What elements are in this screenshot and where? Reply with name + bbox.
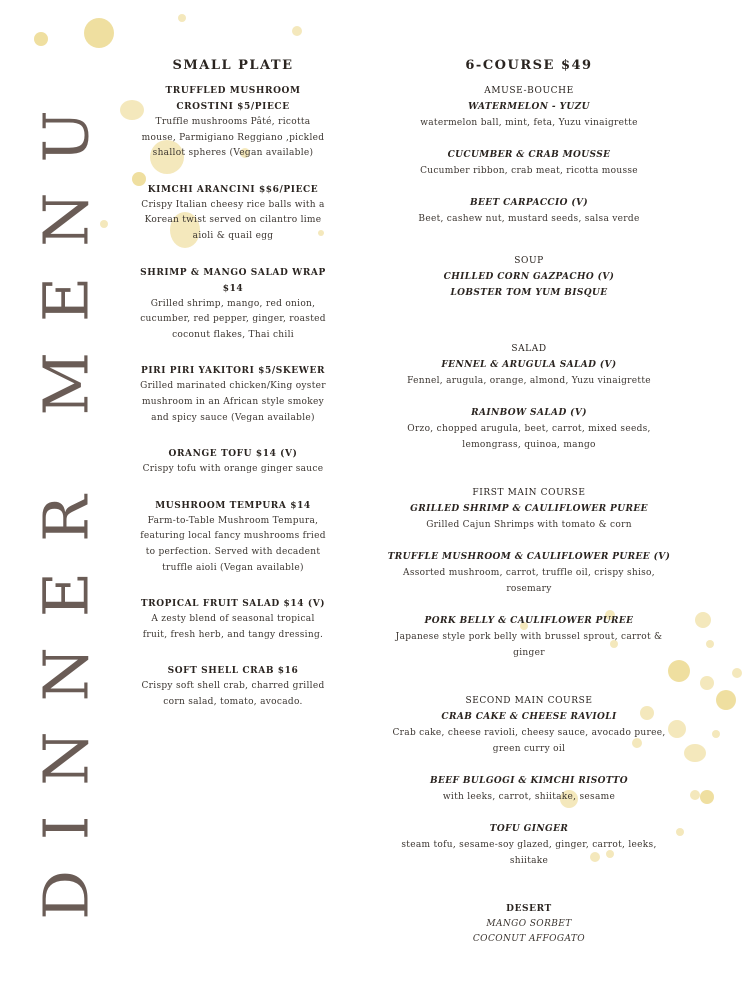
menu-item	[138, 498, 328, 576]
dish-description: Cucumber ribbon, crab meat, ricotta mousse	[420, 166, 638, 176]
menu-item	[138, 363, 328, 426]
six-course-section	[384, 58, 674, 965]
course-label: SALAD	[511, 344, 547, 354]
dish-description: with leeks, carrot, shiitake, sesame	[442, 792, 616, 802]
soup-course	[384, 253, 674, 301]
dish-name: CHILLED CORN GAZPACHO (V)	[443, 272, 615, 282]
dish-name: BEEF BULGOGI & KIMCHI RISOTTO	[430, 776, 628, 786]
salad-course	[384, 341, 674, 453]
dessert-item: COCONUT AFFOGATO	[472, 934, 586, 944]
item-description: Crispy Italian cheesy rice balls with a Korean twist served on cilantro lime aioli & quail egg	[141, 199, 325, 241]
course-label: DESERT	[506, 904, 552, 914]
menu-item	[138, 596, 328, 643]
dish-description: Fennel, arugula, orange, almond, Yuzu vinaigrette	[407, 376, 651, 386]
dish-description: Assorted mushroom, carrot, truffle oil, crispy shiso, rosemary	[403, 568, 655, 594]
item-name: TROPICAL FRUIT SALAD $14 (V)	[140, 599, 326, 610]
menu-item	[138, 83, 328, 162]
menu-item	[138, 446, 328, 478]
dish-description: Japanese style pork belly with brussel sprout, carrot & ginger	[395, 632, 663, 658]
dish-name: PORK BELLY & CAULIFLOWER PUREE	[424, 616, 634, 626]
menu-item	[138, 663, 328, 710]
course-label: SOUP	[514, 256, 544, 266]
six-course-heading: 6-COURSE $49	[465, 58, 593, 73]
dish-name: BEET CARPACCIO (V)	[469, 198, 589, 208]
amuse-bouche-course	[384, 83, 674, 227]
item-name: ORANGE TOFU $14 (V)	[168, 449, 298, 460]
dish-name: TOFU GINGER	[489, 824, 569, 834]
dish-name: LOBSTER TOM YUM BISQUE	[450, 288, 608, 298]
item-name: TRUFFLED MUSHROOM CROSTINI $5/PIECE	[165, 86, 301, 112]
dish-description: Crab cake, cheese ravioli, cheesy sauce, avocado puree, green curry oil	[392, 728, 666, 754]
first-main-course	[384, 485, 674, 661]
dish-description: Grilled Cajun Shrimps with tomato & corn	[426, 520, 632, 530]
item-name: SHRIMP & MANGO SALAD WRAP $14	[140, 267, 326, 294]
course-label: FIRST MAIN COURSE	[472, 488, 586, 498]
dessert-course	[384, 901, 674, 947]
item-name: KIMCHI ARANCINI $$6/PIECE	[147, 184, 319, 195]
item-description: Grilled shrimp, mango, red onion, cucumber, red pepper, ginger, roasted coconut flakes, Thai chili	[140, 298, 326, 340]
menu-title: DINNER MENU	[29, 80, 103, 920]
item-name: PIRI PIRI YAKITORI $5/SKEWER	[140, 366, 326, 377]
dish-name: TRUFFLE MUSHROOM & CAULIFLOWER PUREE (V)	[387, 552, 671, 562]
dish-name: GRILLED SHRIMP & CAULIFLOWER PUREE	[410, 504, 648, 514]
small-plate-heading: SMALL PLATE	[172, 58, 294, 73]
course-label: AMUSE-BOUCHE	[484, 86, 574, 96]
second-main-course	[384, 693, 674, 869]
dish-name: CRAB CAKE & CHEESE RAVIOLI	[441, 712, 617, 722]
item-description: A zesty blend of seasonal tropical fruit, fresh herb, and tangy dressing.	[142, 614, 324, 640]
small-plate-section	[138, 58, 328, 730]
item-description: Farm-to-Table Mushroom Tempura, featuring local fancy mushrooms fried to perfection. Served with decadent truffle aioli (Vegan available)	[140, 515, 326, 573]
item-description: Crispy soft shell crab, charred grilled corn salad, tomato, avocado.	[141, 681, 325, 707]
dish-name: WATERMELON - YUZU	[468, 102, 590, 112]
dish-name: RAINBOW SALAD (V)	[471, 408, 587, 418]
menu-item	[138, 265, 328, 344]
dish-description: Orzo, chopped arugula, beet, carrot, mixed seeds, lemongrass, quinoa, mango	[407, 424, 651, 450]
item-description: Grilled marinated chicken/King oyster mushroom in an African style smokey and spicy sauce (Vegan available)	[140, 381, 326, 423]
item-name: MUSHROOM TEMPURA $14	[155, 500, 311, 511]
dish-name: CUCUMBER & CRAB MOUSSE	[447, 150, 611, 160]
dish-name: FENNEL & ARUGULA SALAD (V)	[441, 360, 617, 370]
dish-description: watermelon ball, mint, feta, Yuzu vinaigrette	[420, 118, 638, 128]
item-description: Crispy tofu with orange ginger sauce	[142, 464, 324, 475]
dessert-item: MANGO SORBET	[486, 919, 572, 929]
item-name: SOFT SHELL CRAB $16	[167, 666, 299, 677]
dish-description: Beet, cashew nut, mustard seeds, salsa verde	[418, 214, 640, 224]
dish-description: steam tofu, sesame-soy glazed, ginger, carrot, leeks, shiitake	[401, 840, 657, 866]
course-label: SECOND MAIN COURSE	[465, 696, 593, 706]
menu-item	[138, 182, 328, 245]
item-description: Truffle mushrooms Pâté, ricotta mouse, Parmigiano Reggiano ,pickled shallot spheres (Vegan available)	[141, 117, 325, 159]
